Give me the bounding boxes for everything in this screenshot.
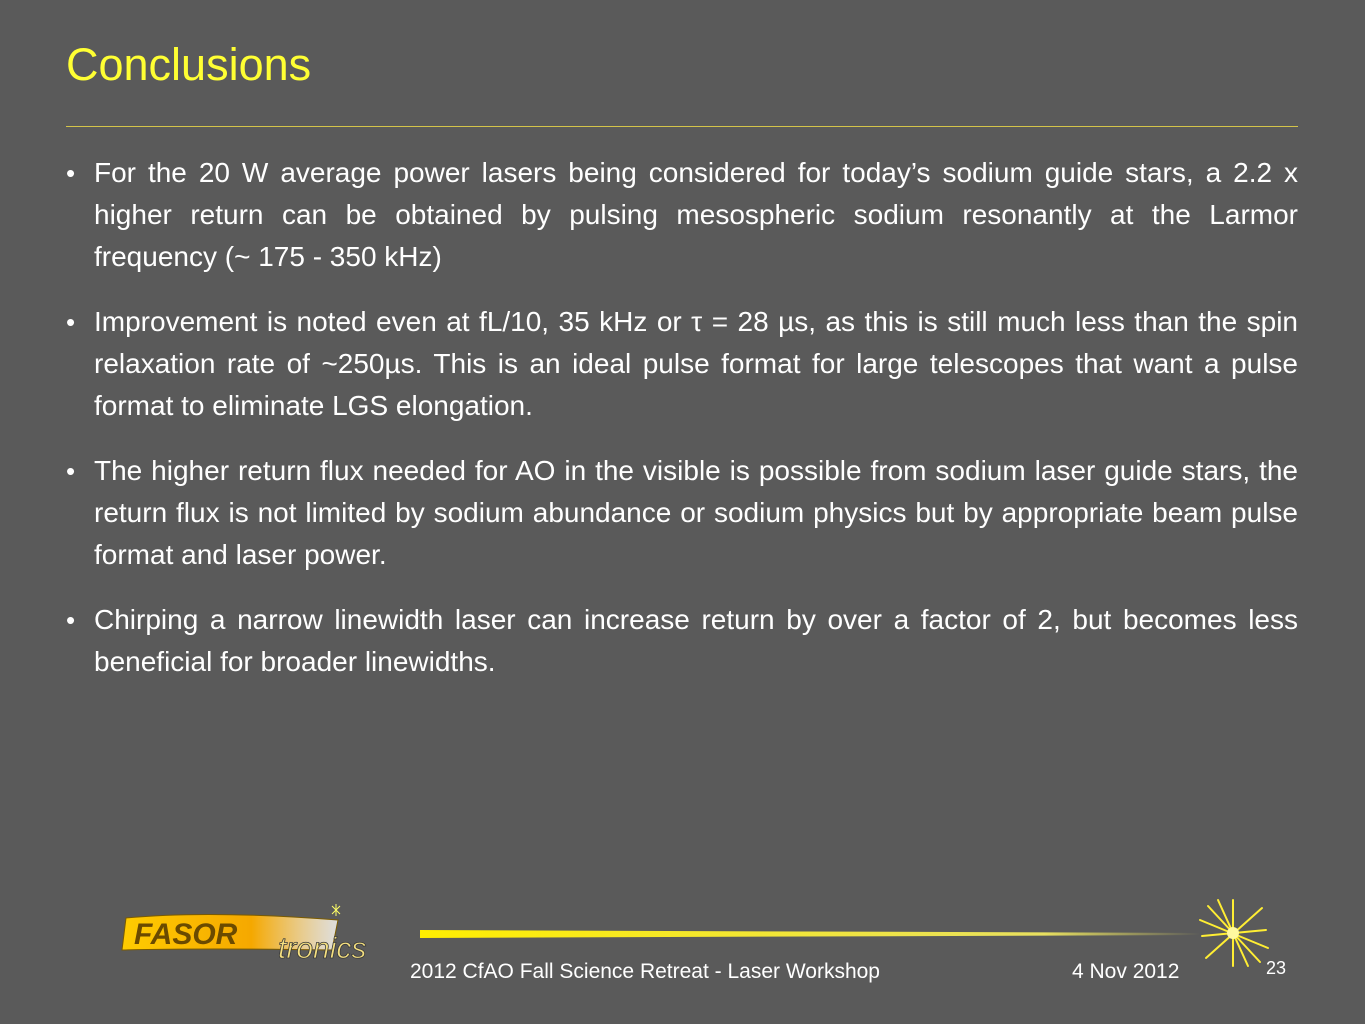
bullet-item bbox=[66, 301, 1298, 427]
laser-beam-divider bbox=[420, 928, 1200, 940]
bullet-text: Improvement is noted even at fL/10, 35 kHz or τ = 28 µs, as this is still much less than the spin relaxation rate of ~250µs. This is an ideal pulse format for large telescopes that want a pulse format to eliminate LGS elongation. bbox=[94, 306, 1298, 421]
bullet-dot: • bbox=[66, 158, 76, 188]
bullet-text: For the 20 W average power lasers being considered for today’s sodium guide stars, a 2.2 x higher return can be obtained by pulsing mesospheric sodium resonantly at the Larmor frequency (~ 175 - 350 kHz) bbox=[94, 157, 1298, 272]
bullet-dot: • bbox=[66, 456, 76, 486]
logo-text-fasor: FASOR bbox=[134, 918, 238, 951]
bullet-text: Chirping a narrow linewidth laser can increase return by over a factor of 2, but becomes less beneficial for broader linewidths. bbox=[94, 604, 1298, 677]
footer-event: 2012 CfAO Fall Science Retreat - Laser Workshop bbox=[410, 960, 880, 983]
title-divider bbox=[66, 126, 1298, 127]
logo-text-tronics: tronics bbox=[278, 932, 367, 965]
laser-starburst-icon bbox=[1196, 896, 1270, 970]
bullet-list bbox=[66, 152, 1298, 706]
bullet-dot: • bbox=[66, 605, 76, 635]
bullet-item bbox=[66, 599, 1298, 683]
bullet-item bbox=[66, 152, 1298, 278]
bullet-item bbox=[66, 450, 1298, 576]
footer-date: 4 Nov 2012 bbox=[1072, 960, 1180, 983]
page-number: 23 bbox=[1266, 958, 1287, 978]
page-title: Conclusions bbox=[66, 39, 312, 90]
fasortronics-logo bbox=[118, 900, 398, 980]
bullet-dot: • bbox=[66, 307, 76, 337]
bullet-text: The higher return flux needed for AO in the visible is possible from sodium laser guide stars, the return flux is not limited by sodium abundance or sodium physics but by appropriate beam pulse format and laser power. bbox=[94, 455, 1298, 570]
